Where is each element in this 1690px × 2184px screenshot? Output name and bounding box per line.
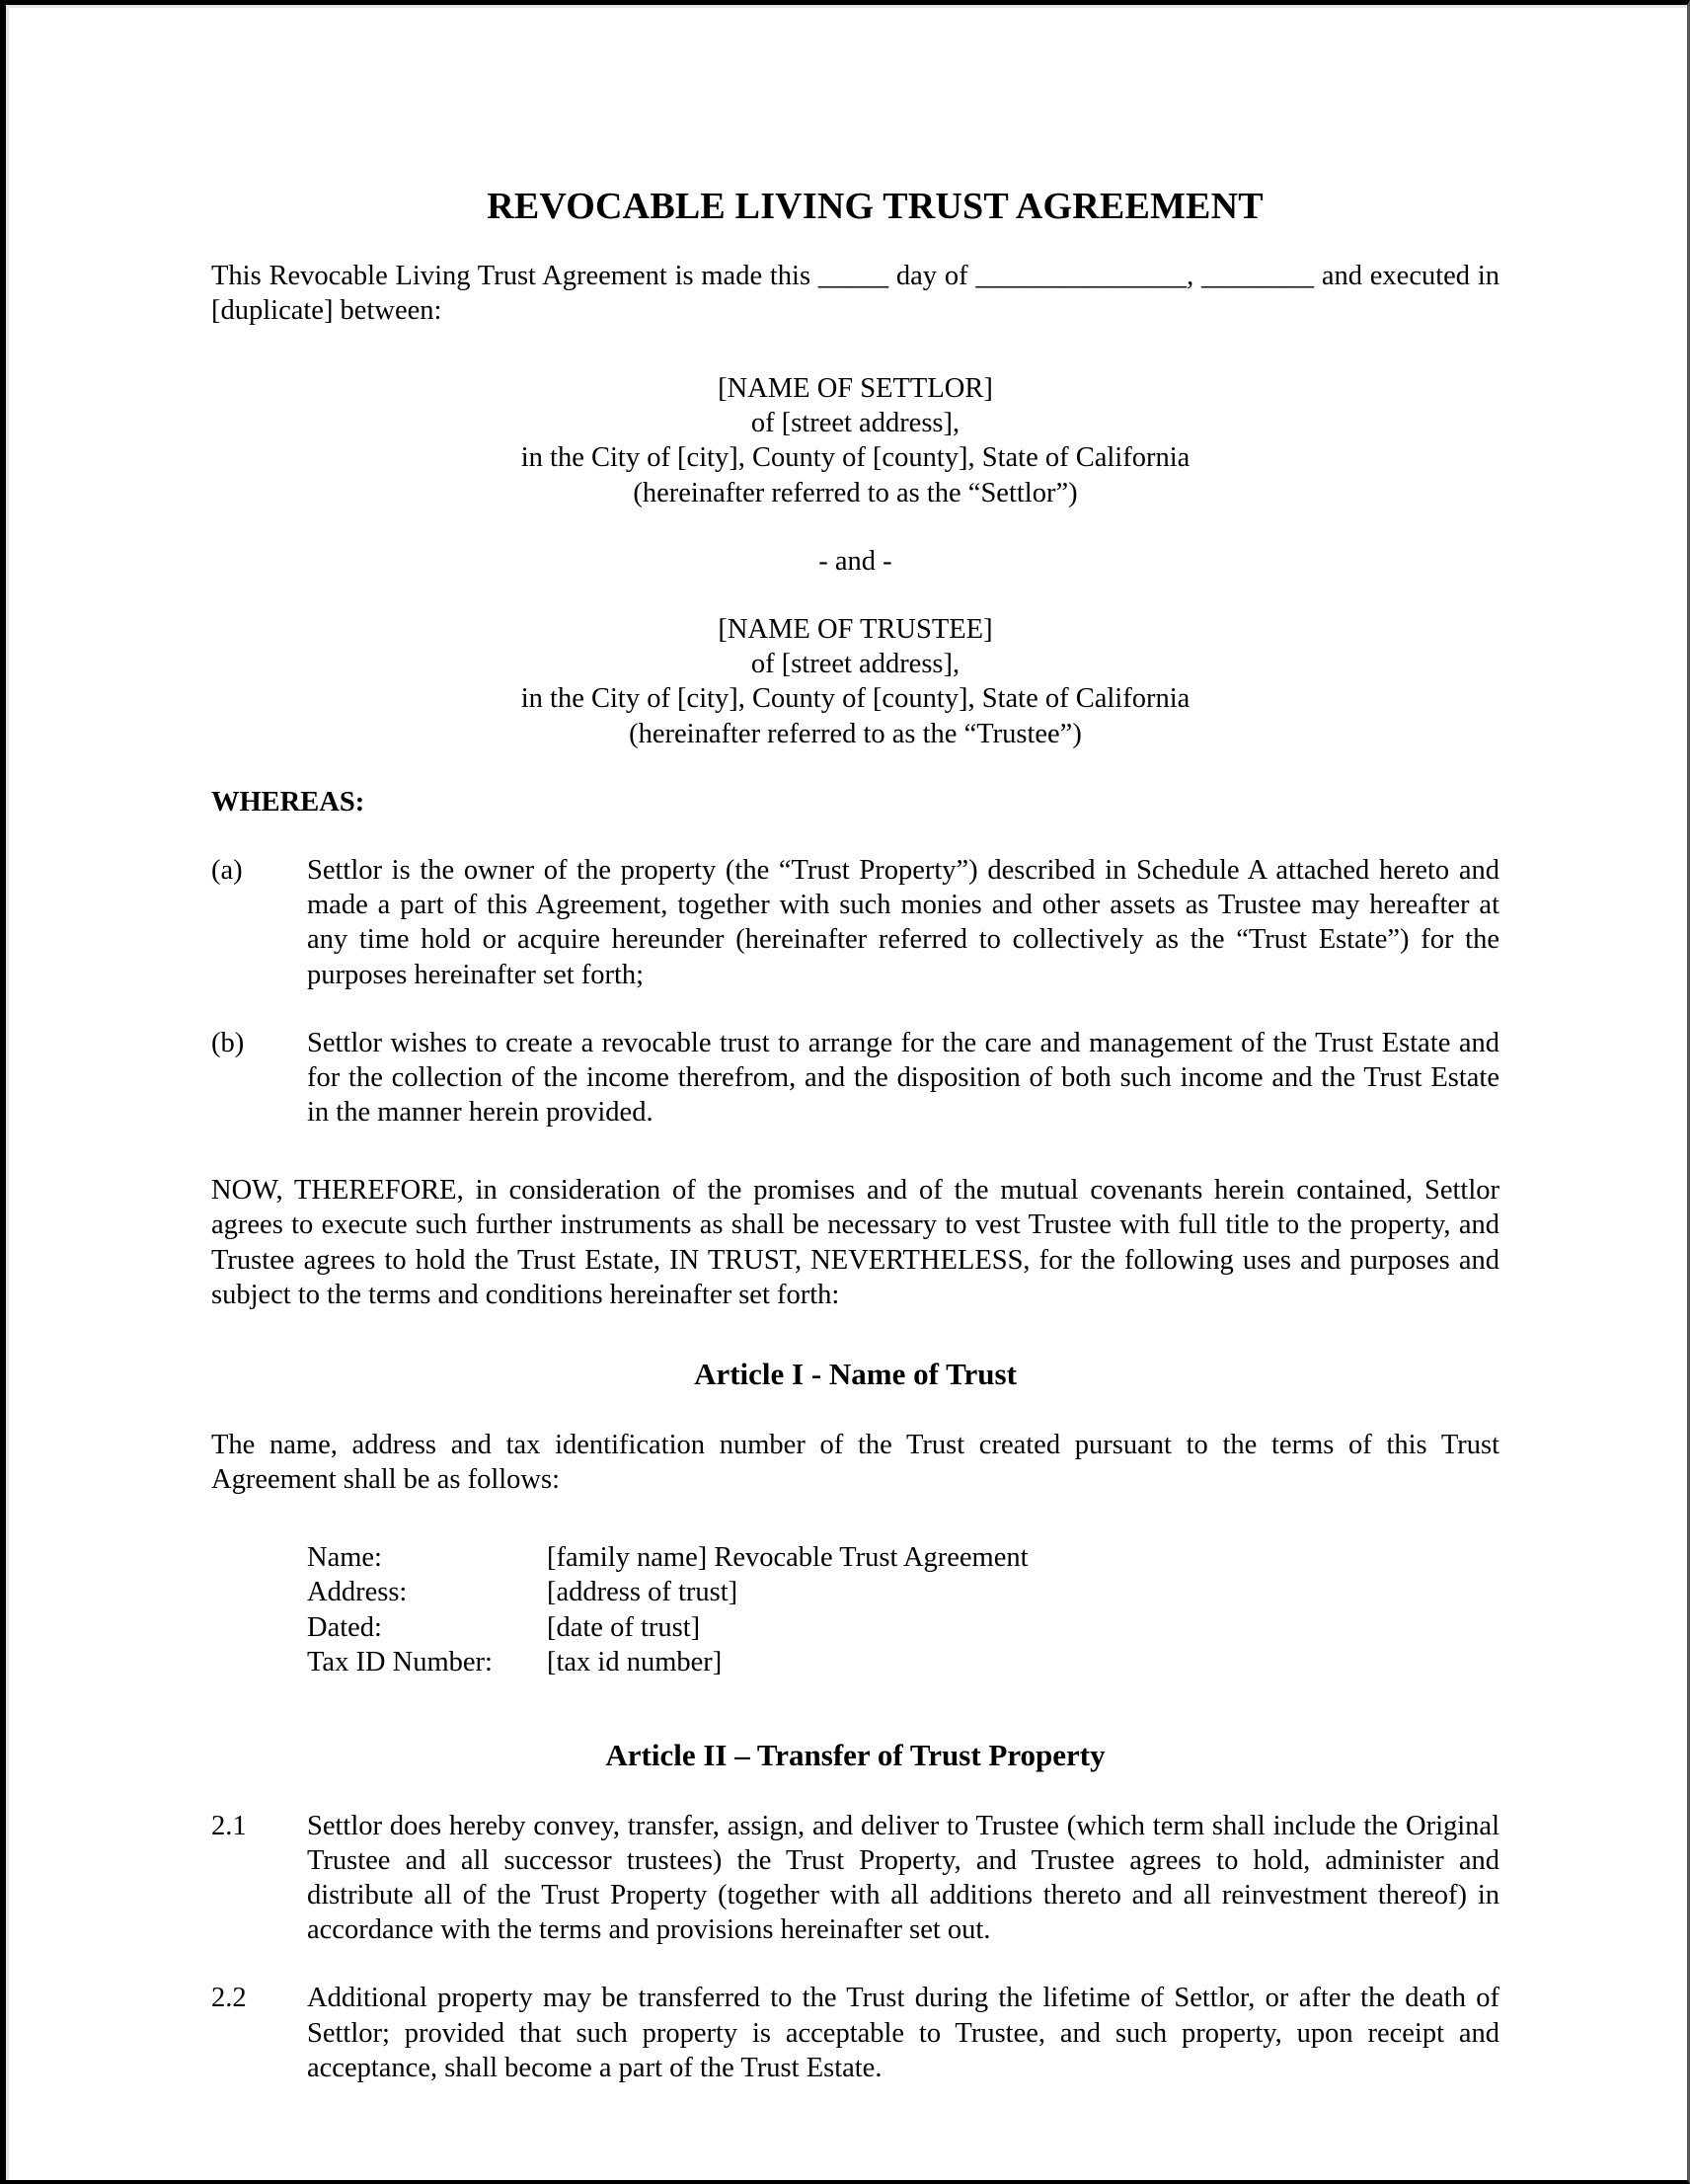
settlor-location: in the City of [city], County of [county], State of California [520,442,1191,474]
trust-address-label: Address: [307,1577,408,1608]
spacer [211,1312,1499,1356]
spacer [211,579,1499,612]
spacer [211,751,1499,785]
trust-address-value: [address of trust] [547,1577,738,1608]
trustee-name: [NAME OF TRUSTEE] [718,614,993,645]
trust-taxid-value: [tax id number] [547,1646,723,1677]
trust-name-value: [family name] Revocable Trust Agreement [547,1542,1029,1574]
trust-taxid-label: Tax ID Number: [307,1646,493,1677]
spacer [211,510,1499,544]
recital-a [211,853,1499,992]
article-two-heading: Article II – Transfer of Trust Property [605,1737,1106,1772]
trust-detail-row [307,1610,1499,1645]
trust-dated-value: [date of trust] [547,1611,701,1643]
section-2-1-text: Settlor does hereby convey, transfer, assign, and deliver to Trustee (which term shall include the Original Trustee and all successor trustees) the Trust Property, and Trustee agrees to hold, administer and distribute all of the Trust Property (together with all additions thereto and all reinvestment thereof) in accordance with the terms and provisions hereinafter set out. [307,1810,1499,1946]
spacer [211,992,1499,1026]
settlor-reference: (hereinafter referred to as the “Settlor”) [633,477,1078,508]
trust-detail-row [307,1575,1499,1609]
spacer [211,328,1499,371]
trustee-address: of [street address], [750,649,960,680]
intro-paragraph: This Revocable Living Trust Agreement is made this _____ day of _______________, ________ and executed in [duplicate] between: [211,260,1499,326]
document-content [211,186,1499,2085]
spacer [211,819,1499,853]
trustee-party-block [211,612,1499,751]
recital-b-text: Settlor wishes to create a revocable trust to arrange for the care and management of the Trust Estate and for the collection of the income therefrom, and the disposition of both such income and the Trust Estate in the manner herein provided. [307,1027,1499,1129]
trustee-location: in the City of [city], County of [county], State of California [520,683,1191,715]
trust-name-label: Name: [307,1542,382,1574]
recital-a-text: Settlor is the owner of the property (the “Trust Property”) described in Schedule A attached hereto and made a part of this Agreement, together with such monies and other assets as Trustee may hereafter at any time hold or acquire hereunder (hereinafter referred to collectively as the “Trust Estate”) for the purposes hereinafter set forth; [307,854,1499,990]
page-title: REVOCABLE LIVING TRUST AGREEMENT [487,186,1264,227]
trust-dated-label: Dated: [307,1611,382,1643]
settlor-name: [NAME OF SETTLOR] [718,373,993,405]
spacer [211,1947,1499,1981]
recital-b-marker: (b) [211,1027,245,1058]
now-therefore-paragraph: NOW, THEREFORE, in consideration of the promises and of the mutual covenants herein contained, Settlor agrees to execute such further instruments as shall be necessary to vest Trustee with full title to the property, and Trustee agrees to hold the Trust Estate, IN TRUST, NEVERTHELESS, for the following uses and purposes and subject to the terms and conditions hereinafter set forth: [211,1175,1499,1310]
section-2-2-text: Additional property may be transferred to the Trust during the lifetime of Settlor, or after the death of Settlor; provided that such property is acceptable to Trustee, and such property, upon receipt and acceptance, shall become a part of the Trust Estate. [307,1983,1499,2083]
article-one-intro: The name, address and tax identification number of the Trust created pursuant to the terms of this Trust Agreement shall be as follows: [211,1429,1499,1495]
recital-a-marker: (a) [211,854,243,886]
trust-details-list [211,1540,1499,1679]
section-2-2 [211,1981,1499,2085]
settlor-address: of [street address], [750,408,960,439]
spacer [211,1130,1499,1173]
spacer [211,1394,1499,1428]
section-2-1-number: 2.1 [211,1810,247,1841]
whereas-heading: WHEREAS: [211,786,365,818]
section-2-2-number: 2.2 [211,1983,247,2014]
trust-detail-row [307,1540,1499,1575]
settlor-party-block [211,371,1499,510]
article-one-heading: Article I - Name of Trust [694,1357,1017,1391]
recital-b [211,1026,1499,1131]
spacer [211,1497,1499,1540]
section-2-1 [211,1809,1499,1948]
page-inner-frame [6,5,1687,2180]
trust-detail-row [307,1645,1499,1679]
trustee-reference: (hereinafter referred to as the “Trustee”) [629,718,1082,749]
spacer [211,1679,1499,1737]
party-separator: - and - [818,545,892,577]
spacer [211,1775,1499,1809]
